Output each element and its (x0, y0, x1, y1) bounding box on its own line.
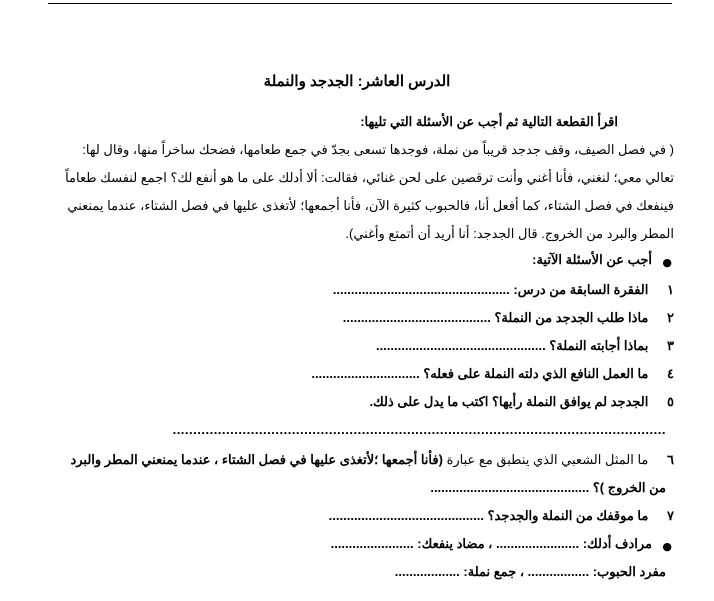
passage-line-3: فينفعك في فصل الشتاء، كما أفعل أنا، فالحبوب كثيرة الآن، فأنا أجمعها؛ لأتغذى عليها في فصل الشتاء، عندما يمنعني (67, 198, 674, 213)
question-6 (70, 452, 674, 468)
question-text: من الخروج )؟ (592, 480, 666, 495)
vocab-label: مرادف أدلك: (582, 536, 652, 551)
question-number: ٦ (667, 452, 674, 467)
vocab-label: مفرد الحبوب: (592, 564, 666, 579)
bullet-icon: ● (662, 540, 672, 553)
question-text: ما المثل الشعبي الذي ينطبق مع عبارة (446, 452, 649, 467)
vocab-label: ، مضاد ينفعك: (417, 536, 493, 551)
question-text: الفقرة السابقة من درس: (513, 282, 649, 297)
bullet-icon: ● (662, 256, 672, 269)
question-2 (343, 310, 674, 326)
passage-line-2: تعالي معي؛ لنغني، فأنا أغني وأنت ترقصين على لحن غنائي، فقالت: ألا أدلك على ما هو أنفع لك؟ اجمع لنفسك طعاماً (65, 170, 674, 185)
question-text: ما موقفك من النملة والجدجد؟ (487, 508, 649, 523)
question-number: ٧ (667, 508, 674, 523)
passage-line-4: المطر والبرد من الخروج. قال الجدجد: أنا أريد أن أتمتع وأغني). (345, 226, 674, 241)
question-5 (369, 394, 674, 410)
question-number: ١ (667, 282, 674, 297)
answer-blank[interactable]: ........................................... (328, 508, 484, 523)
question-number: ٥ (667, 394, 674, 409)
lesson-title: الدرس العاشر: الجدجد والنملة (263, 73, 451, 90)
question-text: بماذا أجابته النملة؟ (549, 338, 649, 353)
answer-blank[interactable]: ....................... (330, 536, 414, 551)
question-7 (329, 508, 674, 524)
answer-blank[interactable]: ......................................... (342, 310, 491, 325)
question-1 (333, 282, 674, 298)
question-6-continued (430, 480, 666, 496)
question-4 (311, 366, 674, 382)
question-text: ما العمل النافع الذي دلته النملة على فعله؟ (423, 366, 649, 381)
answer-blank[interactable]: ....................... (496, 536, 580, 551)
question-text: ماذا طلب الجدجد من النملة؟ (494, 310, 649, 325)
answer-blank[interactable]: .................. (394, 564, 460, 579)
answer-blank[interactable]: ................. (527, 564, 590, 579)
passage-line-1: ( في فصل الصيف، وقف جدجد قريباً من نملة، فوجدها تسعى بجدّ في جمع طعامها، فضحك ساخراً منها، وقال لها: (82, 142, 674, 157)
questions-heading: أجب عن الأسئلة الآتية: (532, 252, 652, 267)
question-number: ٣ (667, 338, 674, 353)
answer-blank[interactable]: ................................................. (332, 282, 510, 297)
question-number: ٢ (667, 310, 674, 325)
question-number: ٤ (667, 366, 674, 381)
top-rule (48, 3, 672, 4)
instruction: اقرأ القطعة التالية ثم أجب عن الأسئلة التي تليها: (360, 114, 618, 129)
answer-blank[interactable]: ............................................... (375, 338, 546, 353)
vocab-label: ، جمع نملة: (463, 564, 525, 579)
vocab-line-2 (395, 564, 666, 580)
answer-blank-q5[interactable]: ........................................................................................................................ (172, 422, 666, 437)
question-quote: (فأنا أجمعها ؛لأتغذى عليها في فصل الشتاء ، عندما يمنعني المطر والبرد (70, 452, 443, 467)
question-3 (376, 338, 674, 354)
answer-blank[interactable]: ............................................ (430, 480, 590, 495)
answer-blank[interactable]: .............................. (311, 366, 420, 381)
vocab-line-1 (331, 536, 652, 552)
question-text: الجدجد لم يوافق النملة رأيها؟ اكتب ما يدل على ذلك. (369, 394, 649, 409)
